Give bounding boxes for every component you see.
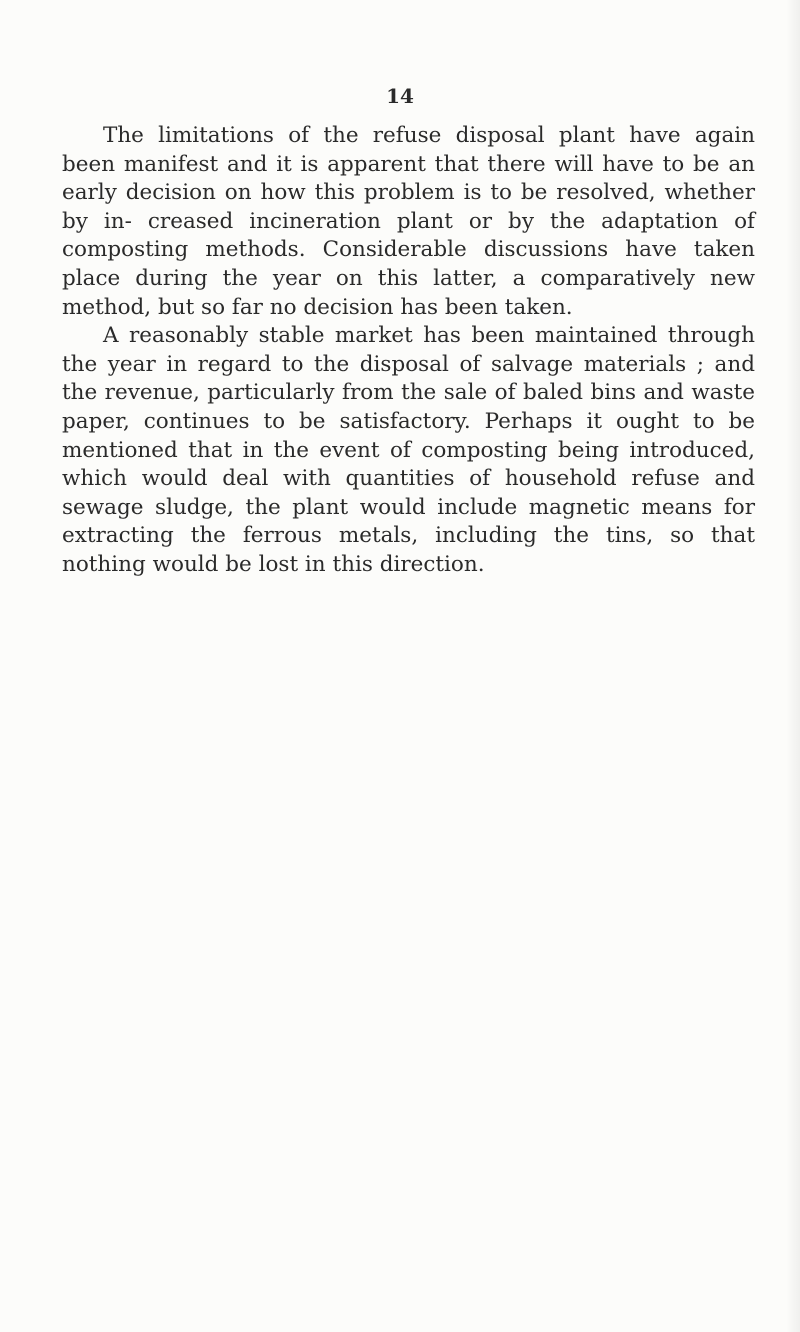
body-text [62, 122, 755, 580]
page-edge-shadow [786, 0, 800, 1332]
paragraph-refuse-disposal: The limitations of the refuse disposal plant have again been manifest and it is apparent that there will have to be an early decision on how this problem is to be resolved, whether by in- creased incineration plant or by the adaptation of composting methods. Considerable discussions have taken place during the year on this latter, a comparatively new method, but so far no decision has been taken. [62, 123, 755, 320]
page-number: 14 [386, 84, 414, 108]
paragraph-salvage-market: A reasonably stable market has been maintained through the year in regard to the disposal of salvage materials ; and the revenue, particularly from the sale of baled bins and waste paper, continues to be satisfactory. Perhaps it ought to be mentioned that in the event of composting being introduced, which would deal with quantities of household refuse and sewage sludge, the plant would include magnetic means for extracting the ferrous metals, including the tins, so that nothing would be lost in this direction. [62, 323, 755, 577]
